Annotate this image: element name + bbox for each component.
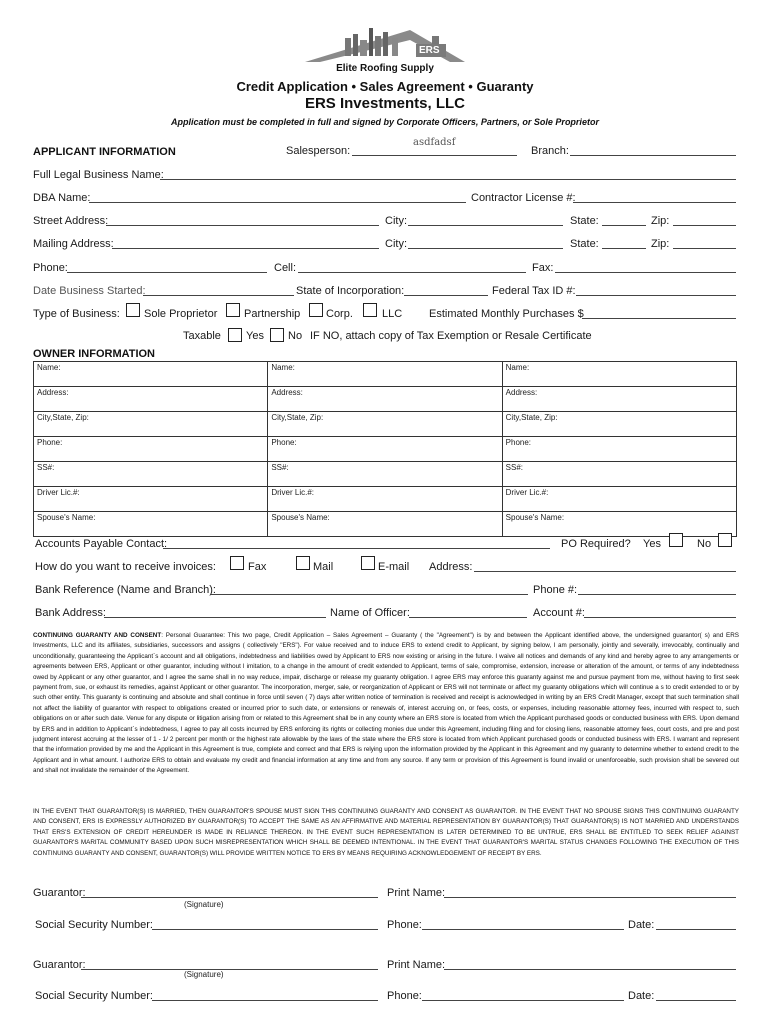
street-address-field[interactable]: [106, 225, 379, 226]
owner-row: [34, 487, 737, 512]
owner-3-field[interactable]: SS#:: [502, 462, 736, 487]
account-number-field[interactable]: [584, 617, 736, 618]
company-name: Elite Roofing Supply: [336, 63, 434, 74]
owner-2-field[interactable]: Address:: [268, 387, 502, 412]
guarantor-1-phone-field[interactable]: [422, 929, 624, 930]
date-started-field[interactable]: [143, 295, 294, 296]
street-state-label: State:: [570, 215, 599, 227]
owner-2-field[interactable]: Phone:: [268, 437, 502, 462]
invoice-mail-label: Mail: [313, 561, 334, 573]
guarantor-2-phone-label: Phone:: [387, 990, 422, 1002]
llc-checkbox[interactable]: [363, 303, 377, 317]
owner-table: [33, 361, 737, 537]
llc-label: LLC: [382, 308, 403, 320]
po-required-label: PO Required?: [561, 538, 631, 550]
sole-proprietor-label: Sole Proprietor: [144, 308, 218, 320]
bank-address-field[interactable]: [104, 617, 326, 618]
salesperson-label: Salesperson:: [286, 145, 351, 157]
owner-2-field[interactable]: Driver Lic.#:: [268, 487, 502, 512]
corp-label: Corp.: [326, 308, 353, 320]
officer-name-label: Name of Officer:: [330, 607, 410, 619]
fax-field[interactable]: [555, 272, 736, 273]
guaranty-paragraph: [33, 631, 739, 777]
taxable-yes-label: Yes: [246, 330, 264, 342]
contractor-license-label: Contractor License #:: [471, 192, 576, 204]
salesperson-value: asdfadsf: [413, 137, 456, 148]
invoice-fax-label: Fax: [248, 561, 267, 573]
ap-contact-field[interactable]: [163, 548, 550, 549]
guarantor-1-print-field[interactable]: [444, 897, 736, 898]
invoice-mail-checkbox[interactable]: [296, 556, 310, 570]
guarantor-1-label: Guarantor:: [33, 887, 86, 899]
sole-proprietor-checkbox[interactable]: [126, 303, 140, 317]
owner-1-field[interactable]: Phone:: [34, 437, 268, 462]
officer-name-field[interactable]: [409, 617, 527, 618]
street-city-label: City:: [385, 215, 407, 227]
dba-field[interactable]: [89, 202, 466, 203]
street-city-field[interactable]: [408, 225, 563, 226]
mailing-zip-field[interactable]: [673, 248, 736, 249]
invoice-address-label: Address:: [429, 561, 473, 573]
owner-1-field[interactable]: Address:: [34, 387, 268, 412]
owner-1-field[interactable]: Spouse's Name:: [34, 512, 268, 537]
guarantor-1-date-field[interactable]: [656, 929, 736, 930]
taxable-no-label: No: [288, 330, 303, 342]
salesperson-field[interactable]: [352, 155, 517, 156]
taxable-no-checkbox[interactable]: [270, 328, 284, 342]
guarantor-1-signature-field[interactable]: [81, 897, 378, 898]
guarantor-2-ssn-label: Social Security Number:: [35, 990, 153, 1002]
branch-field[interactable]: [570, 155, 736, 156]
owner-1-field[interactable]: Driver Lic.#:: [34, 487, 268, 512]
bank-phone-label: Phone #:: [533, 584, 578, 596]
taxable-yes-checkbox[interactable]: [228, 328, 242, 342]
guarantor-2-date-label: Date:: [628, 990, 655, 1002]
guarantor-2-print-label: Print Name:: [387, 959, 446, 971]
mailing-city-field[interactable]: [408, 248, 563, 249]
po-yes-checkbox[interactable]: [669, 533, 683, 547]
owner-1-field[interactable]: SS#:: [34, 462, 268, 487]
street-address-label: Street Address:: [33, 215, 109, 227]
account-number-label: Account #:: [533, 607, 585, 619]
guarantor-2-label: Guarantor:: [33, 959, 86, 971]
owner-3-field[interactable]: Spouse's Name:: [502, 512, 736, 537]
cell-field[interactable]: [298, 272, 526, 273]
guarantor-1-date-label: Date:: [628, 919, 655, 931]
guarantor-1-print-label: Print Name:: [387, 887, 446, 899]
elite-roofing-logo: [300, 22, 470, 68]
contractor-license-field[interactable]: [573, 202, 736, 203]
federal-tax-field[interactable]: [576, 295, 736, 296]
legal-name-field[interactable]: [160, 179, 736, 180]
owner-3-field[interactable]: Name:: [502, 362, 736, 387]
owner-1-field[interactable]: Name:: [34, 362, 268, 387]
business-type-label: Type of Business:: [33, 308, 120, 320]
branch-label: Branch:: [531, 145, 569, 157]
mailing-zip-label: Zip:: [651, 238, 670, 250]
invoice-email-checkbox[interactable]: [361, 556, 375, 570]
owner-2-field[interactable]: Spouse's Name:: [268, 512, 502, 537]
street-zip-field[interactable]: [673, 225, 736, 226]
form-notice: Application must be completed in full and signed by Corporate Officers, Partners, or Sole Proprietor: [171, 117, 599, 127]
owner-2-field[interactable]: City,State, Zip:: [268, 412, 502, 437]
spouse-paragraph: IN THE EVENT THAT GUARANTOR(S) IS MARRIED, THEN GUARANTOR'S SPOUSE MUST SIGN THIS CONTINUING GUARANTY AND CONSENT AS GUARANTOR. IN THE EVENT THAT NO SPOUSE SIGNS THIS CONTINUING GUARANTY AND CONSENT, ERS IS EXPRESSLY AUTHORIZED BY GUARANTOR(S) TO ACCEPT THE SAME AS AN AFFIRMATIVE AND MATERIAL REPRESENTATION BY GUARANTOR(S) THAT GUARANTOR(S) IS NOT MARRIED AND UNDERSTANDS THAT ERS'S EXTENSION OF CREDIT HEREUNDER IS MADE IN RELIANCE THEREON. IN THE EVENT SUCH REPRESENTATION IS LATER DETERMINED TO BE UNTRUE, ERS SHALL BE ENTITLED TO SEEK RELIEF AGAINST GUARANTOR'S MARITAL COMMUNITY BASED UPON SUCH MISREPRESENTATION WHICH SHALL BE DEEMED INTENTIONAL. IN THE EVENT THAT GUARANTOR'S MARITAL STATUS CHANGES FOLLOWING THE EXECUTION OF THIS CONTINUING GUARANTY AND CONSENT, GUARANTOR(S) WILL PROVIDE WRITTEN NOTICE TO ERS BY MEANS REQUIRING ACKNOWLEDGEMENT OF RECEIPT BY ERS.: [33, 808, 739, 857]
mailing-address-label: Mailing Address:: [33, 238, 114, 250]
guaranty-heading: CONTINUING GUARANTY AND CONSENT: [33, 632, 162, 639]
state-incorporation-label: State of Incorporation:: [296, 285, 405, 297]
invoice-email-label: E-mail: [378, 561, 410, 573]
mailing-state-label: State:: [570, 238, 599, 250]
po-yes-label: Yes: [643, 538, 661, 550]
owner-3-field[interactable]: Phone:: [502, 437, 736, 462]
guarantor-1-ssn-field[interactable]: [152, 929, 378, 930]
exemption-note: IF NO, attach copy of Tax Exemption or Resale Certificate: [310, 330, 592, 342]
bank-address-label: Bank Address:: [35, 607, 106, 619]
owner-section-title: OWNER INFORMATION: [33, 348, 156, 360]
phone-label: Phone:: [33, 262, 68, 274]
guarantor-2-ssn-field[interactable]: [152, 1000, 378, 1001]
state-incorporation-field[interactable]: [404, 295, 488, 296]
cell-label: Cell:: [274, 262, 297, 274]
mailing-city-label: City:: [385, 238, 407, 250]
invoice-method-label: How do you want to receive invoices:: [35, 561, 216, 573]
invoice-fax-checkbox[interactable]: [230, 556, 244, 570]
bank-phone-field[interactable]: [578, 594, 736, 595]
guarantor-2-signature-caption: (Signature): [184, 970, 224, 979]
invoice-address-field[interactable]: [474, 571, 736, 572]
federal-tax-label: Federal Tax ID #:: [492, 285, 576, 297]
owner-3-field[interactable]: Address:: [502, 387, 736, 412]
bank-reference-label: Bank Reference (Name and Branch):: [35, 584, 216, 596]
po-no-checkbox[interactable]: [718, 533, 732, 547]
owner-2-field[interactable]: SS#:: [268, 462, 502, 487]
date-started-label: Date Business Started:: [33, 285, 146, 297]
fax-label: Fax:: [532, 262, 554, 274]
partnership-label: Partnership: [244, 308, 301, 320]
mailing-state-field[interactable]: [602, 248, 646, 249]
street-state-field[interactable]: [602, 225, 646, 226]
owner-row: [34, 512, 737, 537]
owner-row: [34, 437, 737, 462]
po-no-label: No: [697, 538, 712, 550]
monthly-purchases-field[interactable]: [582, 318, 736, 319]
phone-field[interactable]: [67, 272, 267, 273]
street-zip-label: Zip:: [651, 215, 670, 227]
legal-name-label: Full Legal Business Name:: [33, 169, 164, 181]
owner-row: [34, 362, 737, 387]
mailing-address-field[interactable]: [112, 248, 379, 249]
owner-1-field[interactable]: City,State, Zip:: [34, 412, 268, 437]
owner-row: [34, 412, 737, 437]
form-subtitle: ERS Investments, LLC: [304, 95, 466, 112]
owner-3-field[interactable]: Driver Lic.#:: [502, 487, 736, 512]
owner-3-field[interactable]: City,State, Zip:: [502, 412, 736, 437]
applicant-section-title: APPLICANT INFORMATION: [33, 146, 176, 158]
guarantor-2-date-field[interactable]: [656, 1000, 736, 1001]
guarantor-1-signature-caption: (Signature): [184, 900, 224, 909]
bank-reference-field[interactable]: [210, 594, 528, 595]
owner-row: [34, 387, 737, 412]
monthly-purchases-label: Estimated Monthly Purchases $: [429, 308, 584, 320]
logo-badge-text: ERS: [419, 45, 440, 56]
guaranty-body: : Personal Guarantee: This two page, Credit Application – Sales Agreement – Guaranty ( the "Agreement") is by and between the Applicant identified above, the undersigned guarantor( s) and ERS Investments, LLC and its affiliates, subsidiaries, successors and assigns ( collectively "ERS"). For value received and to induce ERS to extend credit to Applicant, by signing below, I am personally, jointly and severally, irrevocably, continually and unconditionally, guaranteeing the Applicant`s account and all obligations, indebtedness and liabilities owed by Applicant to ERS now existing or arising in the future. I waive all notices and demands of any kind and hereby agree to any arrangements or agreements between ERS, Applicant or other guarantor, including without l imitation, to a change in the amount of credit extended to Applicant, terms of sale, compromise, extension, increase or alteration of the amount, or terms of any indebtedness owed by Applicant or any other guarantor, and I agree the same shall in no way reduce, impair, discharge or release my guaranty obligation. I agree ERS may enforce this guaranty against me and pursue payment from me, without having to first seek payment from, sue, or exhaust its remedies, against Applicant or other guarantor. The incorporation, merger, sale, or reorganization of Applicant or ERS will not terminate or affect my guaranty obligations which will continue a s to credit extended to or by such other entity. This guaranty is continuing and absolute and shall continue in force until seven ( 7) days after written notice of termination is received and receipt is acknowledged in writing by an ERS Credit Manager, except that such termination shall not affect the liability of guarantor with respect to obligations created or incurred prior to such date, or extensions or renewals of, interest accruing on, or fees, costs, or expenses, including reasonable attorney fees, incurred with respect to, such obligations on or after such date. Venue for any dispute or litigation arising from or related to this Agreement shall be in any county where an ERS store is located from which the Applicant purchased goods or conducted business with ERS. Upon demand by ERS and in addition to Applicant`s indebtedness, I agree to pay all costs incurred by ERS enforcing its rights or collecting monies due under this Agreement, including filing and for closing liens, reasonable attorney fees, court costs, and pre and post judgment interest accruing at the lesser of 1 - 1/ 2 percent per month or the highest rate allowable by the laws of the state where the ERS store is located from which Applicant purchased goods or conducted business with ERS. I warrant and represent that the information provided by me and the Applicant in this Agreement is true, complete and correct and that ERS is relying upon the information provided by the Applicant in this Agreement and my guaranty to determine whether to extend credit to the Applicant and in what amount. I authorize ERS to obtain and evaluate my credit and financial information at any time and from any source. If any term or provision of this Agreement is found invalid or unenforceable, such provision shall be severed out and shall not invalidate the remainder of the Agreement.: [33, 632, 739, 775]
guarantor-2-print-field[interactable]: [444, 969, 736, 970]
guarantor-2-phone-field[interactable]: [422, 1000, 624, 1001]
guarantor-2-signature-field[interactable]: [81, 969, 378, 970]
ap-contact-label: Accounts Payable Contact:: [35, 538, 168, 550]
form-title: Credit Application • Sales Agreement • Guaranty: [236, 79, 534, 94]
partnership-checkbox[interactable]: [226, 303, 240, 317]
taxable-label: Taxable: [183, 330, 221, 342]
guarantor-1-phone-label: Phone:: [387, 919, 422, 931]
guarantor-1-ssn-label: Social Security Number:: [35, 919, 153, 931]
corp-checkbox[interactable]: [309, 303, 323, 317]
dba-label: DBA Name:: [33, 192, 91, 204]
owner-2-field[interactable]: Name:: [268, 362, 502, 387]
owner-row: [34, 462, 737, 487]
